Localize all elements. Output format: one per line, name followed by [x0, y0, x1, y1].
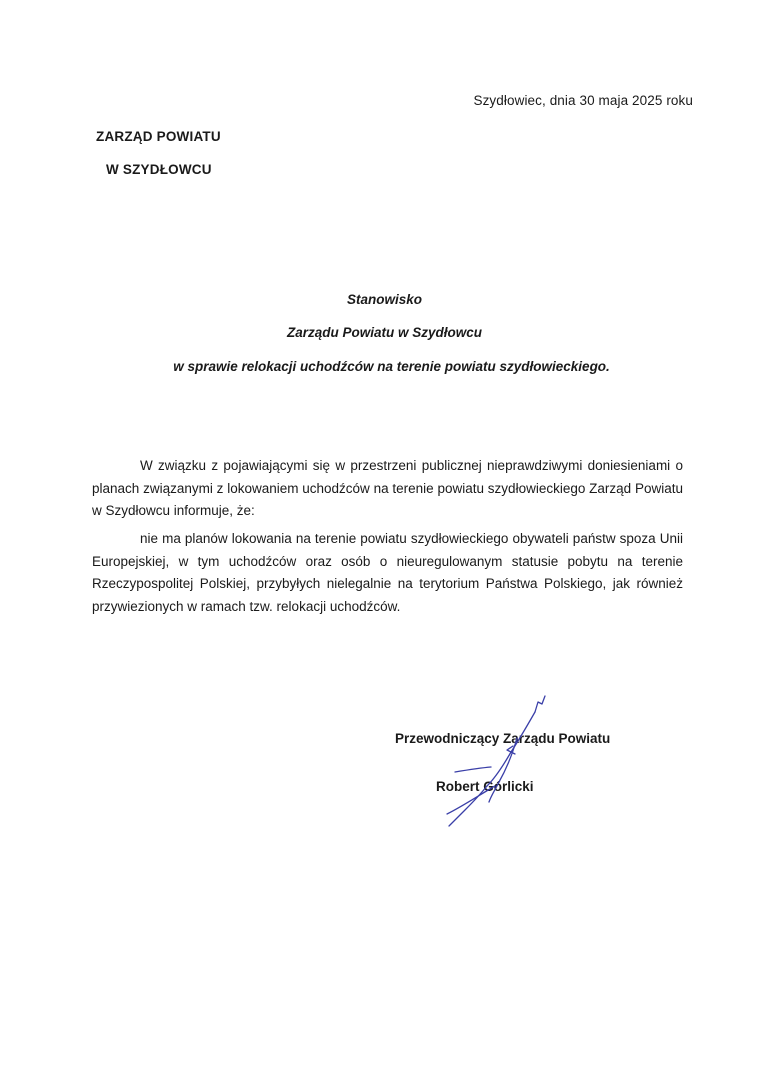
signatory-name: Robert Górlicki [436, 779, 534, 794]
body-paragraph-1: W związku z pojawiającymi się w przestrzeni publicznej nieprawdziwymi doniesieniami o planach związanymi z lokowaniem uchodźców na terenie powiatu szydłowieckiego Zarząd Powiatu w Szydłowcu informuje, że: [92, 458, 683, 518]
place-date: Szydłowiec, dnia 30 maja 2025 roku [473, 93, 693, 108]
signature-block [395, 690, 655, 840]
handwritten-signature-icon [395, 690, 655, 840]
sender-line-2: W SZYDŁOWCU [106, 162, 212, 177]
signatory-title: Przewodniczący Zarządu Powiatu [395, 731, 611, 746]
heading-title: Stanowisko [346, 292, 422, 307]
heading-subject: w sprawie relokacji uchodźców na terenie powiatu szydłowieckiego. [173, 359, 610, 374]
heading-issuer: Zarządu Powiatu w Szydłowcu [286, 325, 483, 340]
sender-line-1: ZARZĄD POWIATU [96, 129, 221, 144]
body-paragraph-2: nie ma planów lokowania na terenie powiatu szydłowieckiego obywateli państw spoza Unii Europejskiej, w tym uchodźców oraz osób o nieuregulowanym statusie pobytu na terenie Rzeczypospolitej Polskiej, przybyłych nielegalnie na terytorium Państwa Polskiego, jak również przywiezionych w ramach tzw. relokacji uchodźców. [92, 531, 683, 614]
